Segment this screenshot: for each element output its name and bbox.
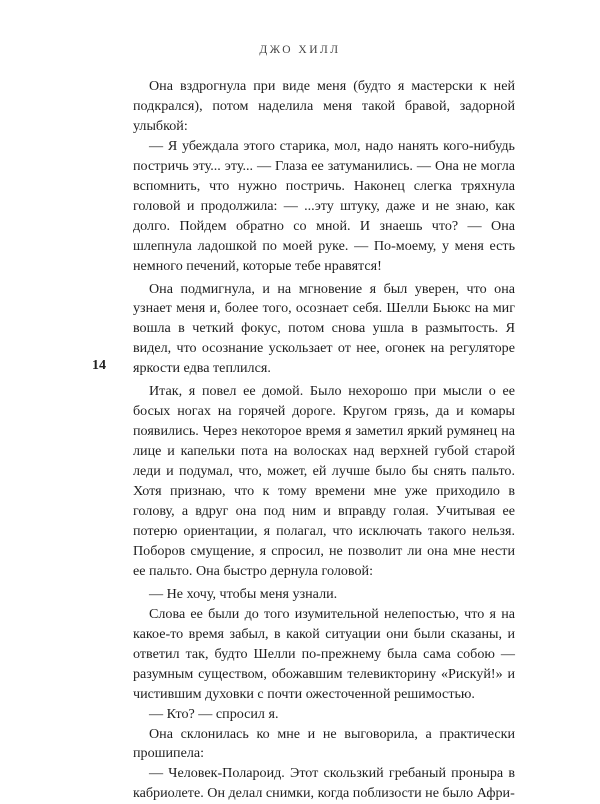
- page-number: 14: [92, 358, 106, 373]
- paragraph: Слова ее были до того изумительной нелепостью, что я на какое-то время забыл, в какой ситуации они были сказаны, и ответил так, будто Шелли по-прежнему была сама собою — разумным существом, обожавшим телевикторину «Рискуй!» и чистившим духовки с почти ожесточенной решимостью.: [133, 605, 515, 702]
- paragraph: — Кто? — спросил я.: [149, 705, 279, 722]
- paragraph: — Не хочу, чтобы меня узнали.: [149, 585, 338, 602]
- paragraph: Она вздрогнула при виде меня (будто я мастерски к ней подкрался), потом наделила меня такой бравой, задорной улыбкой:: [133, 78, 515, 134]
- paragraph: Она склонилась ко мне и не выговорила, а практически прошипела:: [133, 725, 515, 762]
- paragraph: Итак, я повел ее домой. Было нехорошо при мысли о ее босых ногах на горячей дороге. Кругом грязь, да и комары появились. Через некоторое время я заметил яркий румянец на лице и капельки пота на волосках над верхней губой старой леди и подумал, что, может, ей лучше было бы снять пальто. Хотя признаю, что к тому времени мне уже приходило в голову, а вдруг она под ним и вправду голая. Учитывая ее потерю ориентации, я полагал, что исключать такого нельзя. Поборов смущение, я спросил, не позволит ли она мне нести ее пальто. Она быстро дернула головой:: [133, 383, 515, 579]
- running-header: ДЖО ХИЛЛ: [259, 44, 341, 56]
- paragraph: — Я убеждала этого старика, мол, надо нанять кого-нибудь постричь эту... эту... — Глаза ее затуманились. — Она не могла вспомнить, что нужно постричь. Наконец слегка тряхнула головой и продолжила: — ...эту штуку, даже и не знаю, как долго. Пойдем обратно со мной. И знаешь что? — Она шлепнула ладошкой по моей руке. — По-моему, у меня есть немного печений, которые тебе нравятся!: [133, 137, 515, 274]
- paragraph: — Человек-Полароид. Этот скользкий гребаный проныра в кабриолете. Он делал снимки, когда поблизости не было Афри-: [133, 765, 515, 802]
- paragraph: Она подмигнула, и на мгновение я был уверен, что она узнает меня и, более того, осознает себя. Шелли Бьюкс на миг вошла в четкий фокус, потом снова ушла в размытость. Я видел, что осознание ускользает от нее, огонек на регуляторе яркости едва теплился.: [133, 280, 515, 377]
- body-text: [133, 77, 515, 804]
